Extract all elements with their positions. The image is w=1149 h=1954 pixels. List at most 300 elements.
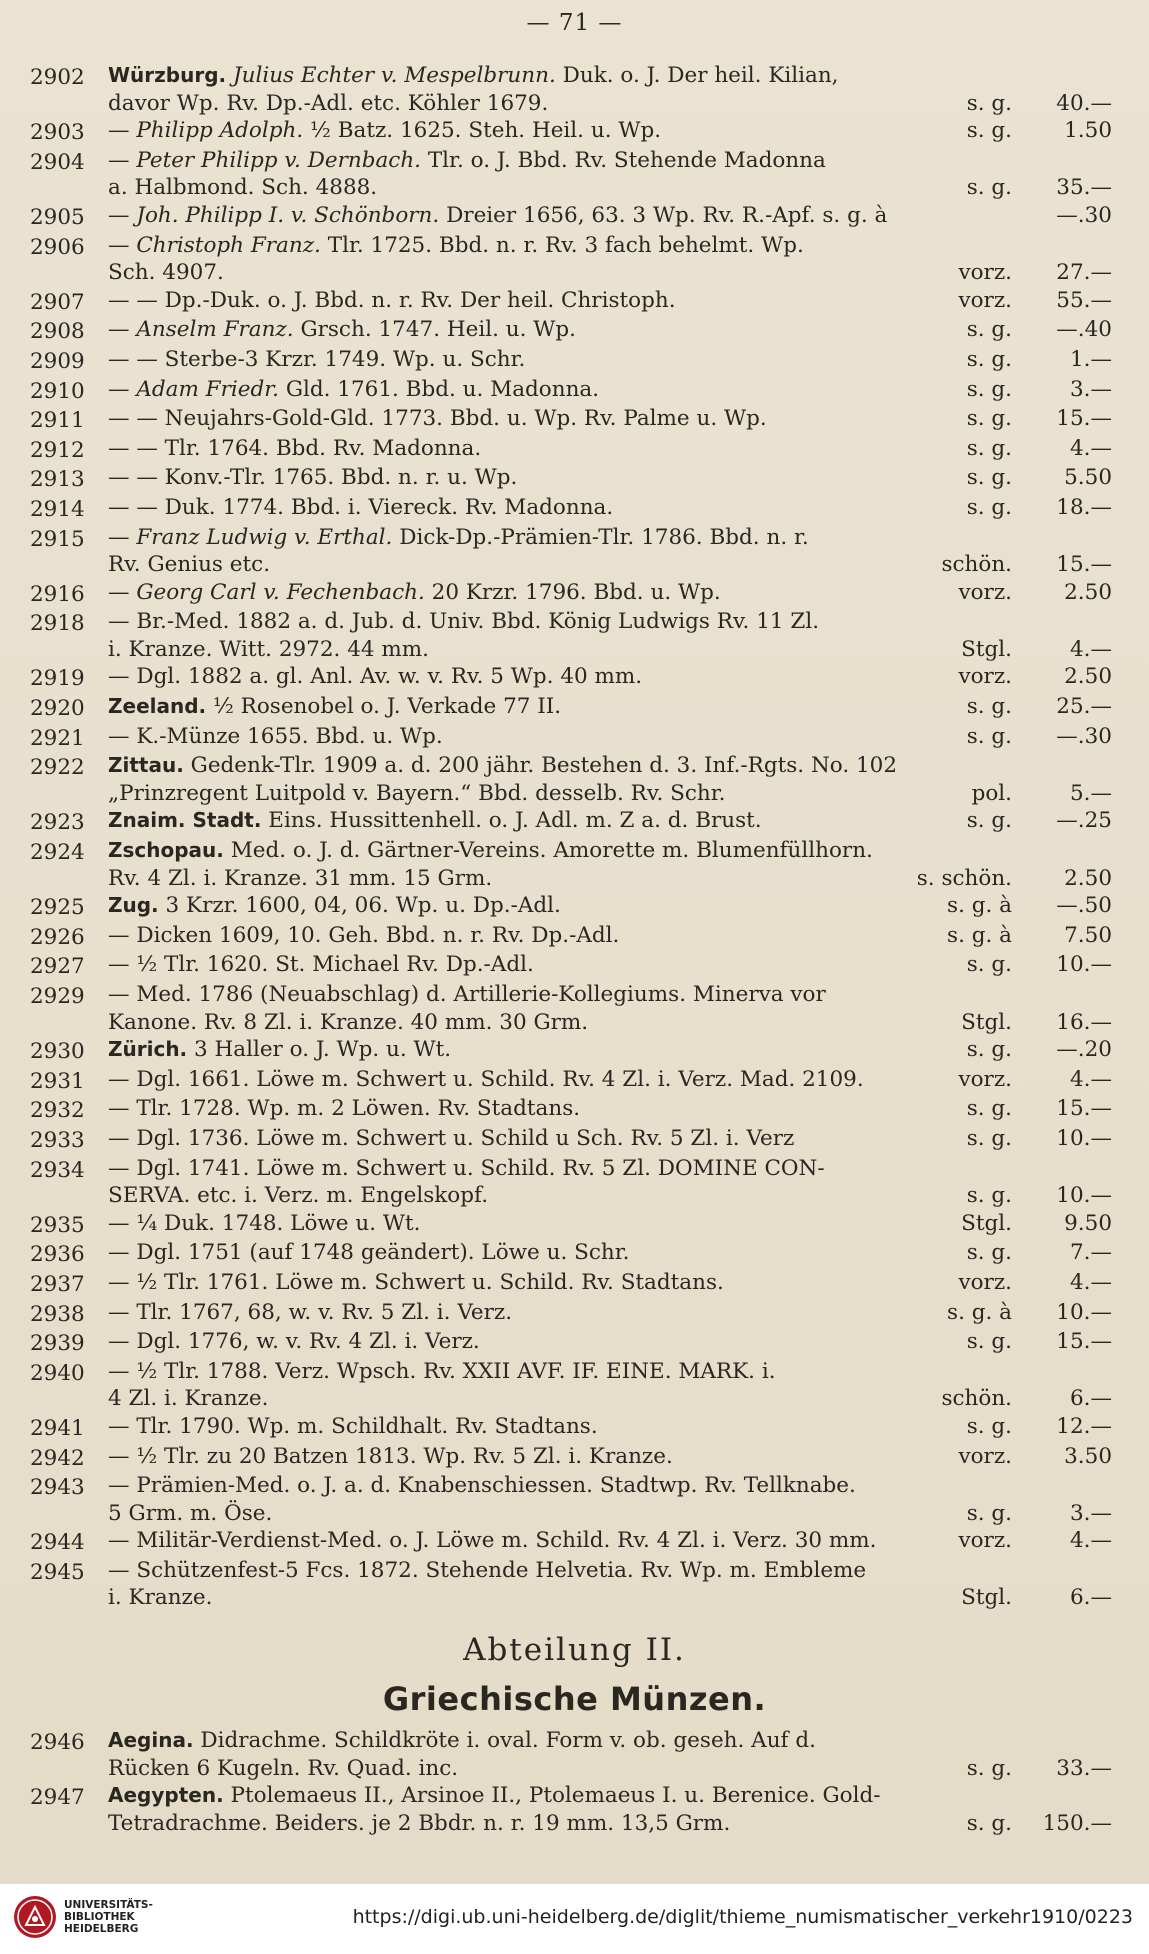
entry-line xyxy=(108,202,1012,230)
entry-line-text xyxy=(108,865,907,893)
catalog-entry xyxy=(30,346,1120,376)
entry-text: — — Duk. 1774. Bbd. i. Viereck. Rv. Madonna. xyxy=(108,494,614,520)
condition-grade: s. g. xyxy=(966,952,1012,978)
catalog-entry xyxy=(30,1557,1120,1612)
entry-line-text xyxy=(108,524,1012,552)
entry-text: ½ Rosenobel o. J. Verkade 77 II. xyxy=(206,694,562,720)
entry-line-text xyxy=(108,147,1012,175)
condition-grade: Stgl. xyxy=(961,1210,1012,1236)
condition-grade: vorz. xyxy=(958,1528,1012,1554)
catalog-entry xyxy=(30,837,1120,892)
entry-line-text xyxy=(108,287,948,315)
entry-description xyxy=(108,579,1012,609)
catalog-entry xyxy=(30,316,1120,346)
catalog-entry xyxy=(30,1328,1120,1358)
condition-grade: s. g. xyxy=(966,406,1012,432)
entry-number: 2944 xyxy=(30,1530,85,1556)
entry-price: —.30 xyxy=(1056,723,1112,749)
catalog-entry xyxy=(30,1299,1120,1329)
entry-line xyxy=(108,1413,1012,1441)
entry-number: 2921 xyxy=(30,725,85,751)
entry-line-text xyxy=(108,259,948,287)
catalog-entry xyxy=(30,579,1120,609)
condition-grade: vorz. xyxy=(958,1443,1012,1469)
catalog-entry xyxy=(30,1155,1120,1210)
entry-line xyxy=(108,174,1012,202)
entry-price: 1.50 xyxy=(1064,118,1112,144)
catalog-entry xyxy=(30,981,1120,1036)
entry-text: ½ Batz. 1625. Steh. Heil. u. Wp. xyxy=(303,118,662,144)
condition-grade: s. g. xyxy=(966,1096,1012,1122)
entry-price: 2.50 xyxy=(1064,579,1112,605)
entry-text: 4 Zl. i. Kranze. xyxy=(108,1386,269,1412)
entry-line-text xyxy=(108,1095,957,1123)
catalog-entries xyxy=(30,62,1120,1612)
catalog-entry xyxy=(30,1210,1120,1240)
entry-price: 2.50 xyxy=(1064,865,1112,891)
entry-price: 3.— xyxy=(1069,1500,1112,1526)
entry-price: 6.— xyxy=(1069,1585,1112,1611)
entry-price: —.25 xyxy=(1056,808,1112,834)
condition-grade: s. g. xyxy=(966,694,1012,720)
entry-line xyxy=(108,316,1012,344)
entry-line-text xyxy=(108,1755,957,1783)
entry-text: — ½ Tlr. zu 20 Batzen 1813. Wp. Rv. 5 Zl. i. Kranze. xyxy=(108,1443,673,1469)
entry-text: Rücken 6 Kugeln. Rv. Quad. inc. xyxy=(108,1755,459,1781)
entry-line-text xyxy=(108,981,1012,1009)
entry-number: 2905 xyxy=(30,204,85,230)
ruler-name: Julius Echter v. Mespelbrunn. xyxy=(232,63,556,88)
entry-price: 7.— xyxy=(1069,1240,1112,1266)
entry-text: — — Konv.-Tlr. 1765. Bbd. n. r. u. Wp. xyxy=(108,465,518,491)
catalog-entry xyxy=(30,1727,1120,1782)
entry-number: 2946 xyxy=(30,1730,85,1755)
condition-grade: s. g. xyxy=(966,1037,1012,1063)
catalog-entry xyxy=(30,62,1120,117)
entry-price: —.40 xyxy=(1056,317,1112,343)
condition-grade: Stgl. xyxy=(961,1585,1012,1611)
entry-description xyxy=(108,663,1012,693)
entry-description xyxy=(108,922,1012,952)
entry-line xyxy=(108,1155,1012,1183)
entry-text: — Br.-Med. 1882 a. d. Jub. d. Univ. Bbd. König Ludwigs Rv. 11 Zl. xyxy=(108,609,820,635)
entry-line xyxy=(108,90,1012,118)
section-title: Abteilung II. xyxy=(463,1632,686,1668)
entry-line-text xyxy=(108,693,957,721)
catalog-entry xyxy=(30,693,1120,723)
place-name: Zug. xyxy=(108,893,159,918)
entry-description xyxy=(108,1472,1012,1527)
entry-text: — ¼ Duk. 1748. Löwe u. Wt. xyxy=(108,1210,421,1236)
condition-grade: s. g. à xyxy=(947,893,1012,919)
entry-number: 2930 xyxy=(30,1039,85,1065)
condition-grade: vorz. xyxy=(958,287,1012,313)
entry-description xyxy=(108,464,1012,494)
entry-text: — xyxy=(108,118,137,144)
ruler-name: Franz Ludwig v. Erthal. xyxy=(136,524,393,550)
catalog-entry xyxy=(30,1413,1120,1443)
entry-price: 4.— xyxy=(1069,636,1112,662)
entry-description xyxy=(108,346,1012,376)
catalog-entry xyxy=(30,405,1120,435)
entry-text: 3 Krzr. 1600, 04, 06. Wp. u. Dp.-Adl. xyxy=(158,893,561,919)
entry-text: — — Sterbe-3 Krzr. 1749. Wp. u. Schr. xyxy=(108,346,526,372)
entry-price: 4.— xyxy=(1069,435,1112,461)
entry-number: 2916 xyxy=(30,581,85,607)
entry-line xyxy=(108,981,1012,1009)
entry-line xyxy=(108,1210,1012,1238)
entry-text: a. Halbmond. Sch. 4888. xyxy=(108,175,378,201)
entry-number: 2914 xyxy=(30,496,85,522)
entry-number: 2910 xyxy=(30,378,85,404)
entry-text: Tlr. o. J. Bbd. Rv. Stehende Madonna xyxy=(421,147,826,173)
entry-line-text xyxy=(108,117,957,145)
entry-description xyxy=(108,693,1012,723)
condition-grade: s. g. xyxy=(966,723,1012,749)
entry-price: 10.— xyxy=(1056,1299,1112,1325)
entry-number: 2922 xyxy=(30,755,85,781)
entry-line xyxy=(108,117,1012,145)
entry-number: 2906 xyxy=(30,234,85,260)
entry-line xyxy=(108,464,1012,492)
entry-description xyxy=(108,892,1012,922)
condition-grade: Stgl. xyxy=(961,636,1012,662)
condition-grade: vorz. xyxy=(958,579,1012,605)
entry-text: Gld. 1761. Bbd. u. Madonna. xyxy=(278,376,600,402)
entry-price: —.20 xyxy=(1056,1037,1112,1063)
entry-number: 2933 xyxy=(30,1127,85,1153)
entry-text xyxy=(226,63,233,88)
entry-text: Duk. o. J. Der heil. Kilian, xyxy=(555,63,839,88)
entry-price: 7.50 xyxy=(1064,922,1112,948)
entry-line-text xyxy=(108,376,957,404)
entry-line-text xyxy=(108,1472,1012,1500)
entry-number: 2920 xyxy=(30,696,85,722)
entry-text: SERVA. etc. i. Verz. m. Engelskopf. xyxy=(108,1183,489,1209)
entry-price: 3.50 xyxy=(1064,1443,1112,1469)
entry-text: Tetradrachme. Beiders. je 2 Bbdr. n. r. 19 mm. 13,5 Grm. xyxy=(108,1810,731,1836)
condition-grade: vorz. xyxy=(958,260,1012,286)
entry-line xyxy=(108,1328,1012,1356)
entry-price: 10.— xyxy=(1056,952,1112,978)
entry-line xyxy=(108,1443,1012,1471)
entry-price: 5.— xyxy=(1069,780,1112,806)
entry-number: 2909 xyxy=(30,348,85,374)
entry-number: 2934 xyxy=(30,1157,85,1183)
condition-grade: schön. xyxy=(941,1386,1012,1412)
entry-line xyxy=(108,1239,1012,1267)
entry-text: — ½ Tlr. 1761. Löwe m. Schwert u. Schild. Rv. Stadtans. xyxy=(108,1269,724,1295)
entry-line-text xyxy=(108,780,962,808)
entry-line-text xyxy=(108,1584,951,1612)
condition-grade: pol. xyxy=(971,780,1012,806)
entry-text: — Dgl. 1882 a. gl. Anl. Av. w. v. Rv. 5 Wp. 40 mm. xyxy=(108,664,643,690)
condition-grade: s. g. xyxy=(966,435,1012,461)
catalog-entry xyxy=(30,1239,1120,1269)
entry-description xyxy=(108,981,1012,1036)
catalog-entry xyxy=(30,435,1120,465)
entry-number: 2942 xyxy=(30,1445,85,1471)
entry-number: 2919 xyxy=(30,666,85,692)
entry-text: Rv. Genius etc. xyxy=(108,552,271,578)
entry-line-text xyxy=(108,1210,951,1238)
entry-line-text xyxy=(108,1782,1012,1810)
entry-line-text xyxy=(108,316,957,344)
condition-grade: s. g. xyxy=(966,1125,1012,1151)
page-number: — 71 — xyxy=(526,10,623,36)
entry-line-text xyxy=(108,922,937,950)
catalog-entry xyxy=(30,1125,1120,1155)
catalog-entry xyxy=(30,663,1120,693)
catalog-entry xyxy=(30,287,1120,317)
entry-text: — xyxy=(108,202,137,228)
entry-line xyxy=(108,837,1012,865)
entry-text: — xyxy=(108,232,137,258)
entry-description xyxy=(108,147,1012,202)
entry-line-text xyxy=(108,663,948,691)
library-logo[interactable] xyxy=(12,1894,153,1940)
entry-text: Gedenk-Tlr. 1909 a. d. 200 jähr. Bestehen d. 3. Inf.-Rgts. No. 102 xyxy=(183,753,898,779)
entry-line xyxy=(108,405,1012,433)
entry-number: 2941 xyxy=(30,1415,85,1441)
entry-line-text xyxy=(108,837,1012,865)
ruler-name: Peter Philipp v. Dernbach. xyxy=(136,147,421,173)
entry-text: — xyxy=(108,524,137,550)
entry-line-text xyxy=(108,1500,957,1528)
entry-price: 15.— xyxy=(1056,1096,1112,1122)
condition-grade: s. g. xyxy=(966,346,1012,372)
entry-text: — ½ Tlr. 1620. St. Michael Rv. Dp.-Adl. xyxy=(108,952,534,978)
entry-text: i. Kranze. Witt. 2972. 44 mm. xyxy=(108,636,429,662)
condition-grade: s. g. à xyxy=(947,1299,1012,1325)
entry-text: — Tlr. 1767, 68, w. v. Rv. 5 Zl. i. Verz. xyxy=(108,1299,513,1325)
entry-price: 2.50 xyxy=(1064,664,1112,690)
entry-text: — Tlr. 1790. Wp. m. Schildhalt. Rv. Stadtans. xyxy=(108,1413,598,1439)
entry-line-text xyxy=(108,892,937,920)
entry-line xyxy=(108,579,1012,607)
entry-text: Med. o. J. d. Gärtner-Vereins. Amorette m. Blumenfüllhorn. xyxy=(223,838,873,864)
catalog-entries-greek xyxy=(30,1727,1120,1837)
entry-number: 2932 xyxy=(30,1098,85,1124)
entry-text: — xyxy=(108,147,137,173)
entry-line xyxy=(108,1009,1012,1037)
entry-line-text xyxy=(108,1413,957,1441)
condition-grade: s. g. à xyxy=(947,922,1012,948)
source-url-link[interactable]: https://digi.ub.uni-heidelberg.de/diglit/thieme_numismatischer_verkehr1910/0223 xyxy=(352,1906,1133,1928)
entry-text: 5 Grm. m. Öse. xyxy=(108,1500,273,1526)
entry-text: — Dgl. 1741. Löwe m. Schwert u. Schild. Rv. 5 Zl. DOMINE CON- xyxy=(108,1155,825,1181)
entry-line-text xyxy=(108,1727,1012,1755)
entry-line xyxy=(108,435,1012,463)
entry-line xyxy=(108,1472,1012,1500)
entry-line xyxy=(108,62,1012,90)
entry-description xyxy=(108,1782,1012,1837)
condition-grade: s. schön. xyxy=(916,865,1012,891)
place-name: Zschopau. xyxy=(108,838,224,863)
entry-number: 2940 xyxy=(30,1360,85,1386)
entry-text: — — Neujahrs-Gold-Gld. 1773. Bbd. u. Wp. Rv. Palme u. Wp. xyxy=(108,406,767,432)
entry-line xyxy=(108,376,1012,404)
condition-grade: vorz. xyxy=(958,1269,1012,1295)
entry-description xyxy=(108,1066,1012,1096)
entry-text: — Prämien-Med. o. J. a. d. Knabenschiessen. Stadtwp. Rv. Tellknabe. xyxy=(108,1473,856,1499)
condition-grade: s. g. xyxy=(966,175,1012,201)
entry-description xyxy=(108,232,1012,287)
entry-line xyxy=(108,1500,1012,1528)
entry-line-text xyxy=(108,951,957,979)
entry-description xyxy=(108,807,1012,837)
entry-line-text xyxy=(108,723,957,751)
entry-line-text xyxy=(108,62,1012,90)
entry-number: 2904 xyxy=(30,149,85,175)
entry-number: 2947 xyxy=(30,1785,85,1811)
entry-line xyxy=(108,259,1012,287)
entry-line-text xyxy=(108,1443,948,1471)
entry-text: — Dgl. 1751 (auf 1748 geändert). Löwe u. Schr. xyxy=(108,1240,630,1266)
entry-price: 15.— xyxy=(1056,552,1112,578)
catalog-entry xyxy=(30,376,1120,406)
entry-price: 15.— xyxy=(1056,406,1112,432)
entry-description xyxy=(108,1727,1012,1782)
entry-line-text xyxy=(108,1036,957,1064)
entry-line xyxy=(108,723,1012,751)
condition-grade: s. g. xyxy=(966,1240,1012,1266)
catalog-entry xyxy=(30,752,1120,807)
entry-line xyxy=(108,147,1012,175)
entry-number: 2912 xyxy=(30,437,85,463)
entry-price: 27.— xyxy=(1056,260,1112,286)
catalog-entry xyxy=(30,232,1120,287)
footer-bar xyxy=(0,1884,1149,1954)
entry-text: — Tlr. 1728. Wp. m. 2 Löwen. Rv. Stadtans. xyxy=(108,1096,581,1122)
catalog-entry xyxy=(30,1358,1120,1413)
entry-line-text xyxy=(108,232,1012,260)
catalog-entry xyxy=(30,1782,1120,1837)
entry-text: Dick-Dp.-Prämien-Tlr. 1786. Bbd. n. r. xyxy=(392,524,809,550)
entry-number: 2903 xyxy=(30,120,85,146)
entry-line xyxy=(108,1095,1012,1123)
entry-line xyxy=(108,1125,1012,1153)
entry-line-text xyxy=(108,608,1012,636)
place-name: Würzburg. xyxy=(108,63,227,87)
place-name: Zeeland. xyxy=(108,694,207,719)
entry-text: Rv. 4 Zl. i. Kranze. 31 mm. 15 Grm. xyxy=(108,865,493,891)
entry-line xyxy=(108,636,1012,664)
entry-line xyxy=(108,1358,1012,1386)
ruler-name: Joh. Philipp I. v. Schönborn. xyxy=(136,202,440,228)
entry-line xyxy=(108,494,1012,522)
entry-line xyxy=(108,1385,1012,1413)
entry-description xyxy=(108,723,1012,753)
entry-line xyxy=(108,608,1012,636)
entry-text: — ½ Tlr. 1788. Verz. Wpsch. Rv. XXII AVF. IF. EINE. MARK. i. xyxy=(108,1358,776,1384)
condition-grade: s. g. xyxy=(966,808,1012,834)
entry-text: — K.-Münze 1655. Bbd. u. Wp. xyxy=(108,723,443,749)
catalog-entry xyxy=(30,922,1120,952)
entry-line-text xyxy=(108,752,1012,780)
entry-line-text xyxy=(108,1269,948,1297)
catalog-entry xyxy=(30,464,1120,494)
entry-description xyxy=(108,376,1012,406)
entry-number: 2926 xyxy=(30,924,85,950)
entry-number: 2908 xyxy=(30,319,85,345)
entry-description xyxy=(108,62,1012,117)
entry-line xyxy=(108,346,1012,374)
entry-line xyxy=(108,780,1012,808)
entry-price: 9.50 xyxy=(1064,1210,1112,1236)
entry-description xyxy=(108,287,1012,317)
entry-text: Didrachme. Schildkröte i. oval. Form v. ob. geseh. Auf d. xyxy=(193,1728,816,1753)
entry-line-text xyxy=(108,1009,951,1037)
entry-text: — Schützenfest-5 Fcs. 1872. Stehende Helvetia. Rv. Wp. m. Embleme xyxy=(108,1557,867,1583)
entry-number: 2937 xyxy=(30,1271,85,1297)
entry-line-text xyxy=(108,405,957,433)
entry-number: 2938 xyxy=(30,1301,85,1327)
entry-description xyxy=(108,1239,1012,1269)
entry-line xyxy=(108,551,1012,579)
catalog-entry xyxy=(30,951,1120,981)
entry-line-text xyxy=(108,464,957,492)
catalog-entry xyxy=(30,1036,1120,1066)
entry-number: 2943 xyxy=(30,1475,85,1501)
entry-line-text xyxy=(108,494,957,522)
catalog-entry xyxy=(30,1443,1120,1473)
entry-price: 4.— xyxy=(1069,1269,1112,1295)
entry-price: 25.— xyxy=(1056,694,1112,720)
entry-line xyxy=(108,1066,1012,1094)
logo-line-3: HEIDELBERG xyxy=(64,1923,139,1935)
entry-number: 2918 xyxy=(30,611,85,637)
entry-line-text xyxy=(108,1155,1012,1183)
condition-grade: s. g. xyxy=(966,1329,1012,1355)
entry-line-text xyxy=(108,579,948,607)
entry-line xyxy=(108,922,1012,950)
catalog-entry xyxy=(30,608,1120,663)
catalog-entry xyxy=(30,892,1120,922)
entry-text: — — Dp.-Duk. o. J. Bbd. n. r. Rv. Der heil. Christoph. xyxy=(108,287,676,313)
place-name: Zürich. xyxy=(108,1037,188,1062)
entry-text: Grsch. 1747. Heil. u. Wp. xyxy=(293,317,576,343)
condition-grade: s. g. xyxy=(966,1755,1012,1781)
entry-description xyxy=(108,1557,1012,1612)
catalog-entry xyxy=(30,723,1120,753)
entry-line xyxy=(108,693,1012,721)
entry-line xyxy=(108,1557,1012,1585)
condition-grade: s. g. xyxy=(966,494,1012,520)
entry-line-text xyxy=(108,1810,957,1838)
logo-line-1: UNIVERSITÄTS- xyxy=(64,1899,153,1911)
entry-number: 2911 xyxy=(30,408,85,434)
entry-line-text xyxy=(108,435,957,463)
entry-line xyxy=(108,1299,1012,1327)
entry-description xyxy=(108,752,1012,807)
place-name: Zittau. xyxy=(108,753,184,778)
entry-price: 6.— xyxy=(1069,1386,1112,1412)
logo-line-2: BIBLIOTHEK xyxy=(64,1911,135,1923)
entry-line xyxy=(108,663,1012,691)
condition-grade: s. g. xyxy=(966,90,1012,116)
entry-price: 5.50 xyxy=(1064,465,1112,491)
catalog-entry xyxy=(30,202,1120,232)
entry-description xyxy=(108,405,1012,435)
entry-line-text xyxy=(108,807,957,835)
entry-number: 2935 xyxy=(30,1212,85,1238)
condition-grade: s. g. xyxy=(966,118,1012,144)
entry-line-text xyxy=(108,1125,957,1153)
entry-description xyxy=(108,524,1012,579)
entry-text: Kanone. Rv. 8 Zl. i. Kranze. 40 mm. 30 Grm. xyxy=(108,1009,589,1035)
entry-number: 2927 xyxy=(30,954,85,980)
